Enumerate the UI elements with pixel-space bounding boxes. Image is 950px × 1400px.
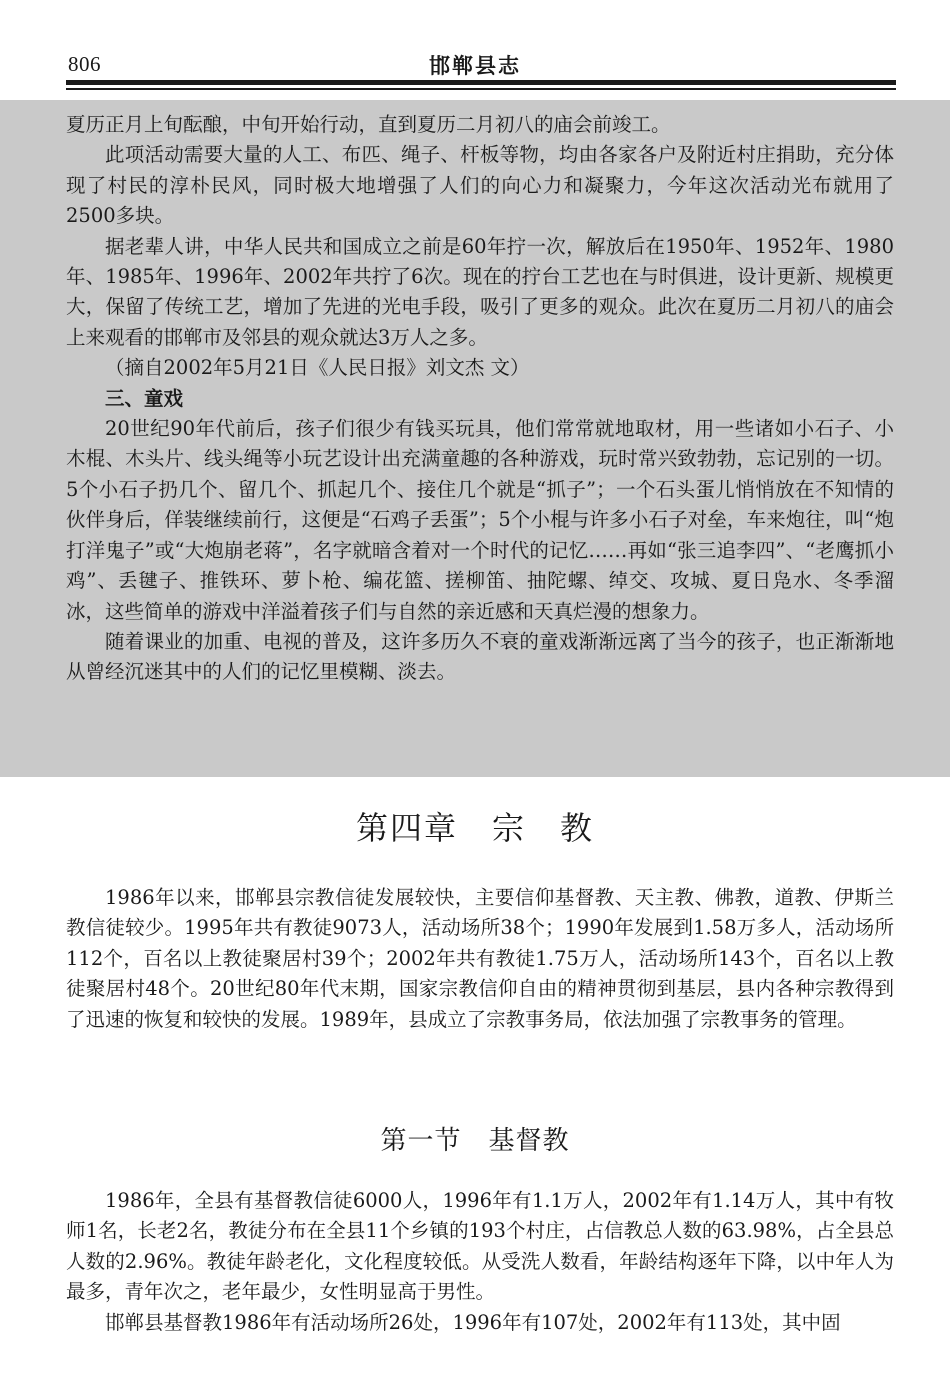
header-rule-thick bbox=[66, 80, 896, 85]
running-title: 邯郸县志 bbox=[429, 53, 521, 78]
header-rule-thin bbox=[66, 88, 896, 90]
paragraph: 此项活动需要大量的人工、布匹、绳子、杆板等物，均由各家各户及附近村庄捐助，充分体现了村民的淳朴民风，同时极大地增强了人们的向心力和凝聚力，今年这次活动光布就用了2500多块。 bbox=[66, 143, 894, 228]
citation: （摘自2002年5月21日《人民日报》刘文杰 文） bbox=[105, 356, 530, 380]
subheading: 三、童戏 bbox=[105, 386, 184, 410]
paragraph: 1986年以来，邯郸县宗教信徒发展较快，主要信仰基督教、天主教、佛教，道教、伊斯兰教信徒较少。1995年共有教徒9073人，活动场所38个；1990年发展到1.58万多人，活动场所112个，百名以上教徒聚居村39个；2002年共有教徒1.75万人，活动场所143个，百名以上教徒聚居村48个。20世纪80年代末期，国家宗教信仰自由的精神贯彻到基层，县内各种宗教得到了迅速的恢复和较快的发展。1989年，县成立了宗教事务局，依法加强了宗教事务的管理。 bbox=[66, 886, 894, 1031]
page-header bbox=[0, 0, 950, 100]
chapter-title-text: 第四章 宗 教 bbox=[355, 809, 594, 847]
highlighted-text bbox=[66, 110, 894, 688]
section-title-text: 第一节 基督教 bbox=[380, 1126, 570, 1156]
chapter-title bbox=[0, 803, 950, 849]
paragraph-continuation: 夏历正月上旬酝酿，中旬开始行动，直到夏历二月初八的庙会前竣工。 bbox=[66, 113, 671, 136]
page-number: 806 bbox=[68, 52, 101, 76]
section-title bbox=[0, 1120, 950, 1157]
section-body bbox=[66, 1186, 894, 1338]
paragraph: 随着课业的加重、电视的普及，这许多历久不衰的童戏渐渐远离了当今的孩子，也正渐渐地从曾经沉迷其中的人们的记忆里模糊、淡去。 bbox=[66, 629, 894, 684]
paragraph: 20世纪90年代前后，孩子们很少有钱买玩具，他们常常就地取材，用一些诸如小石子、小木棍、木头片、线头绳等小玩艺设计出充满童趣的各种游戏，玩时常兴致勃勃，忘记别的一切。5个小石子扔几个、留几个、抓起几个、接住几个就是“抓子”；一个石头蛋儿悄悄放在不知情的伙伴身后，佯装继续前行，这便是“石鸡子丢蛋”；5个小棍与许多小石子对垒，车来炮往，叫“炮打洋鬼子”或“大炮崩老蒋”，名字就暗含着对一个时代的记忆……再如“张三追李四”、“老鹰抓小鸡”、丢毽子、推铁环、萝卜枪、编花篮、搓柳笛、抽陀螺、绰交、攻城、夏日凫水、冬季溜冰，这些简单的游戏中洋溢着孩子们与自然的亲近感和天真烂漫的想象力。 bbox=[66, 417, 894, 623]
paragraph: 1986年，全县有基督教信徒6000人，1996年有1.1万人，2002年有1.14万人，其中有牧师1名，长老2名，教徒分布在全县11个乡镇的193个村庄，占信教总人数的63.98%，占全县总人数的2.96%。教徒年龄老化，文化程度较低。从受洗人数看，年龄结构逐年下降，以中年人为最多，青年次之，老年最少，女性明显高于男性。 bbox=[66, 1189, 894, 1304]
paragraph: 邯郸县基督教1986年有活动场所26处，1996年有107处，2002年有113处，其中固 bbox=[105, 1310, 841, 1334]
paragraph: 据老辈人讲，中华人民共和国成立之前是60年拧一次，解放后在1950年、1952年、1980年、1985年、1996年、2002年共拧了6次。现在的拧台工艺也在与时俱进，设计更新、规模更大，保留了传统工艺，增加了先进的光电手段，吸引了更多的观众。此次在夏历二月初八的庙会上来观看的邯郸市及邻县的观众就达3万人之多。 bbox=[66, 234, 894, 349]
chapter-intro bbox=[66, 883, 894, 1035]
